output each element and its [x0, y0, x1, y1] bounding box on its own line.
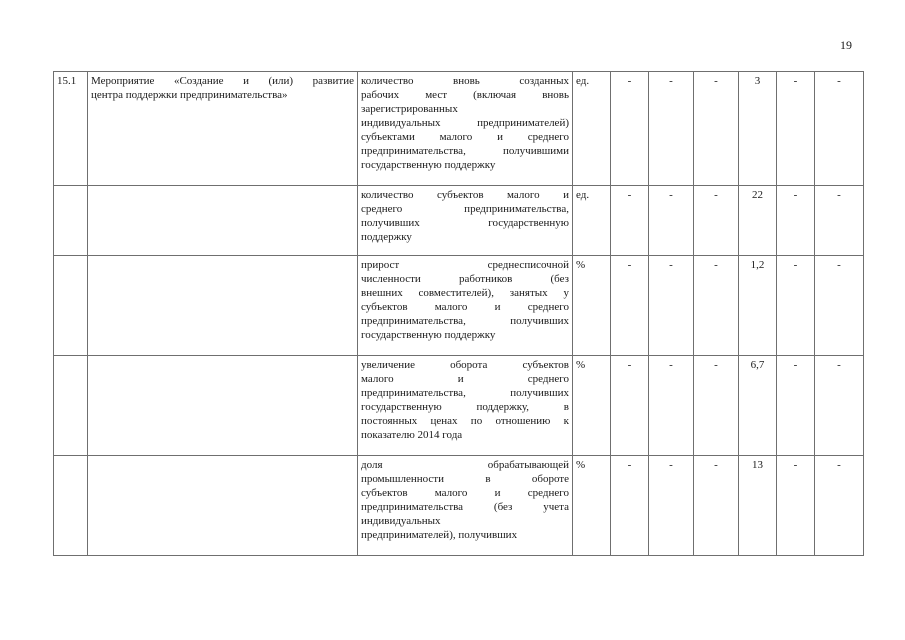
value-cell: - [777, 456, 815, 556]
indicator-line: прирост среднесписочной [361, 259, 569, 271]
value-cell: - [777, 186, 815, 256]
value-cell: - [815, 256, 864, 356]
value-cell: - [649, 186, 694, 256]
indicator-cell [358, 186, 573, 256]
value-cell: - [694, 256, 739, 356]
indicator-line: получивших государственную [361, 217, 569, 229]
event-name-cell [88, 456, 358, 556]
indicator-line: внешних совместителей), занятых у [361, 287, 569, 299]
table-body [54, 72, 864, 556]
value-cell: - [694, 186, 739, 256]
indicator-cell [358, 72, 573, 186]
indicator-line: индивидуальных предпринимателей) [361, 117, 569, 129]
event-name-line: Мероприятие «Создание и (или) развитие [91, 75, 354, 87]
indicator-line: предпринимателей), получивших [361, 529, 518, 541]
indicator-line: количество субъектов малого и [361, 189, 569, 201]
value-cell: 13 [739, 456, 777, 556]
row-number-cell: 15.1 [54, 72, 88, 186]
indicator-line: предпринимательства, получившими [361, 145, 569, 157]
value-cell: - [611, 256, 649, 356]
event-name-cell [88, 72, 358, 186]
value-cell: - [611, 72, 649, 186]
row-number-cell [54, 356, 88, 456]
unit-cell: % [573, 456, 611, 556]
table-row [54, 456, 864, 556]
indicator-line: численности работников (без [361, 273, 569, 285]
indicator-line: увеличение оборота субъектов [361, 359, 569, 371]
indicator-line: государственную поддержку, в [361, 401, 569, 413]
indicator-cell [358, 256, 573, 356]
unit-cell: ед. [573, 72, 611, 186]
indicator-line: рабочих мест (включая вновь [361, 89, 569, 101]
indicator-cell [358, 356, 573, 456]
indicator-line: промышленности в обороте [361, 473, 569, 485]
table-row [54, 256, 864, 356]
indicator-line: государственную поддержку [361, 159, 496, 171]
indicator-line: количество вновь созданных [361, 75, 569, 87]
indicator-line: предпринимательства (без учета [361, 501, 569, 513]
event-name-cell [88, 356, 358, 456]
event-name-line: центра поддержки предпринимательства» [91, 89, 288, 101]
row-number-cell [54, 456, 88, 556]
event-name-cell [88, 186, 358, 256]
indicator-line: показателю 2014 года [361, 429, 463, 441]
indicator-line: субъектов малого и среднего [361, 301, 569, 313]
table-row [54, 186, 864, 256]
value-cell: - [815, 456, 864, 556]
value-cell: - [694, 456, 739, 556]
value-cell: 3 [739, 72, 777, 186]
indicator-line: поддержку [361, 231, 412, 243]
indicator-line: государственную поддержку [361, 329, 496, 341]
value-cell: - [611, 186, 649, 256]
unit-cell: % [573, 256, 611, 356]
indicator-line: доля обрабатывающей [361, 459, 569, 471]
indicators-table [53, 71, 864, 556]
value-cell: - [649, 456, 694, 556]
value-cell: - [694, 356, 739, 456]
indicator-line: постоянных ценах по отношению к [361, 415, 569, 427]
value-cell: - [694, 72, 739, 186]
indicator-line: предпринимательства, получивших [361, 387, 569, 399]
table-row [54, 356, 864, 456]
value-cell: - [649, 256, 694, 356]
event-name-cell [88, 256, 358, 356]
indicator-line: индивидуальных [361, 515, 441, 527]
indicator-line: малого и среднего [361, 373, 569, 385]
value-cell: 22 [739, 186, 777, 256]
unit-cell: % [573, 356, 611, 456]
indicator-line: субъектами малого и среднего [361, 131, 569, 143]
value-cell: - [777, 356, 815, 456]
indicator-line: зарегистрированных [361, 103, 458, 115]
value-cell: - [649, 72, 694, 186]
table-row [54, 72, 864, 186]
value-cell: - [777, 256, 815, 356]
row-number-cell [54, 256, 88, 356]
value-cell: 6,7 [739, 356, 777, 456]
value-cell: - [815, 186, 864, 256]
value-cell: - [777, 72, 815, 186]
indicator-line: предпринимательства, получивших [361, 315, 569, 327]
value-cell: - [815, 72, 864, 186]
value-cell: - [815, 356, 864, 456]
indicator-cell [358, 456, 573, 556]
value-cell: - [649, 356, 694, 456]
indicator-line: субъектов малого и среднего [361, 487, 569, 499]
page-number: 19 [840, 38, 852, 52]
value-cell: - [611, 356, 649, 456]
indicator-line: среднего предпринимательства, [361, 203, 569, 215]
row-number-cell [54, 186, 88, 256]
value-cell: 1,2 [739, 256, 777, 356]
unit-cell: ед. [573, 186, 611, 256]
value-cell: - [611, 456, 649, 556]
